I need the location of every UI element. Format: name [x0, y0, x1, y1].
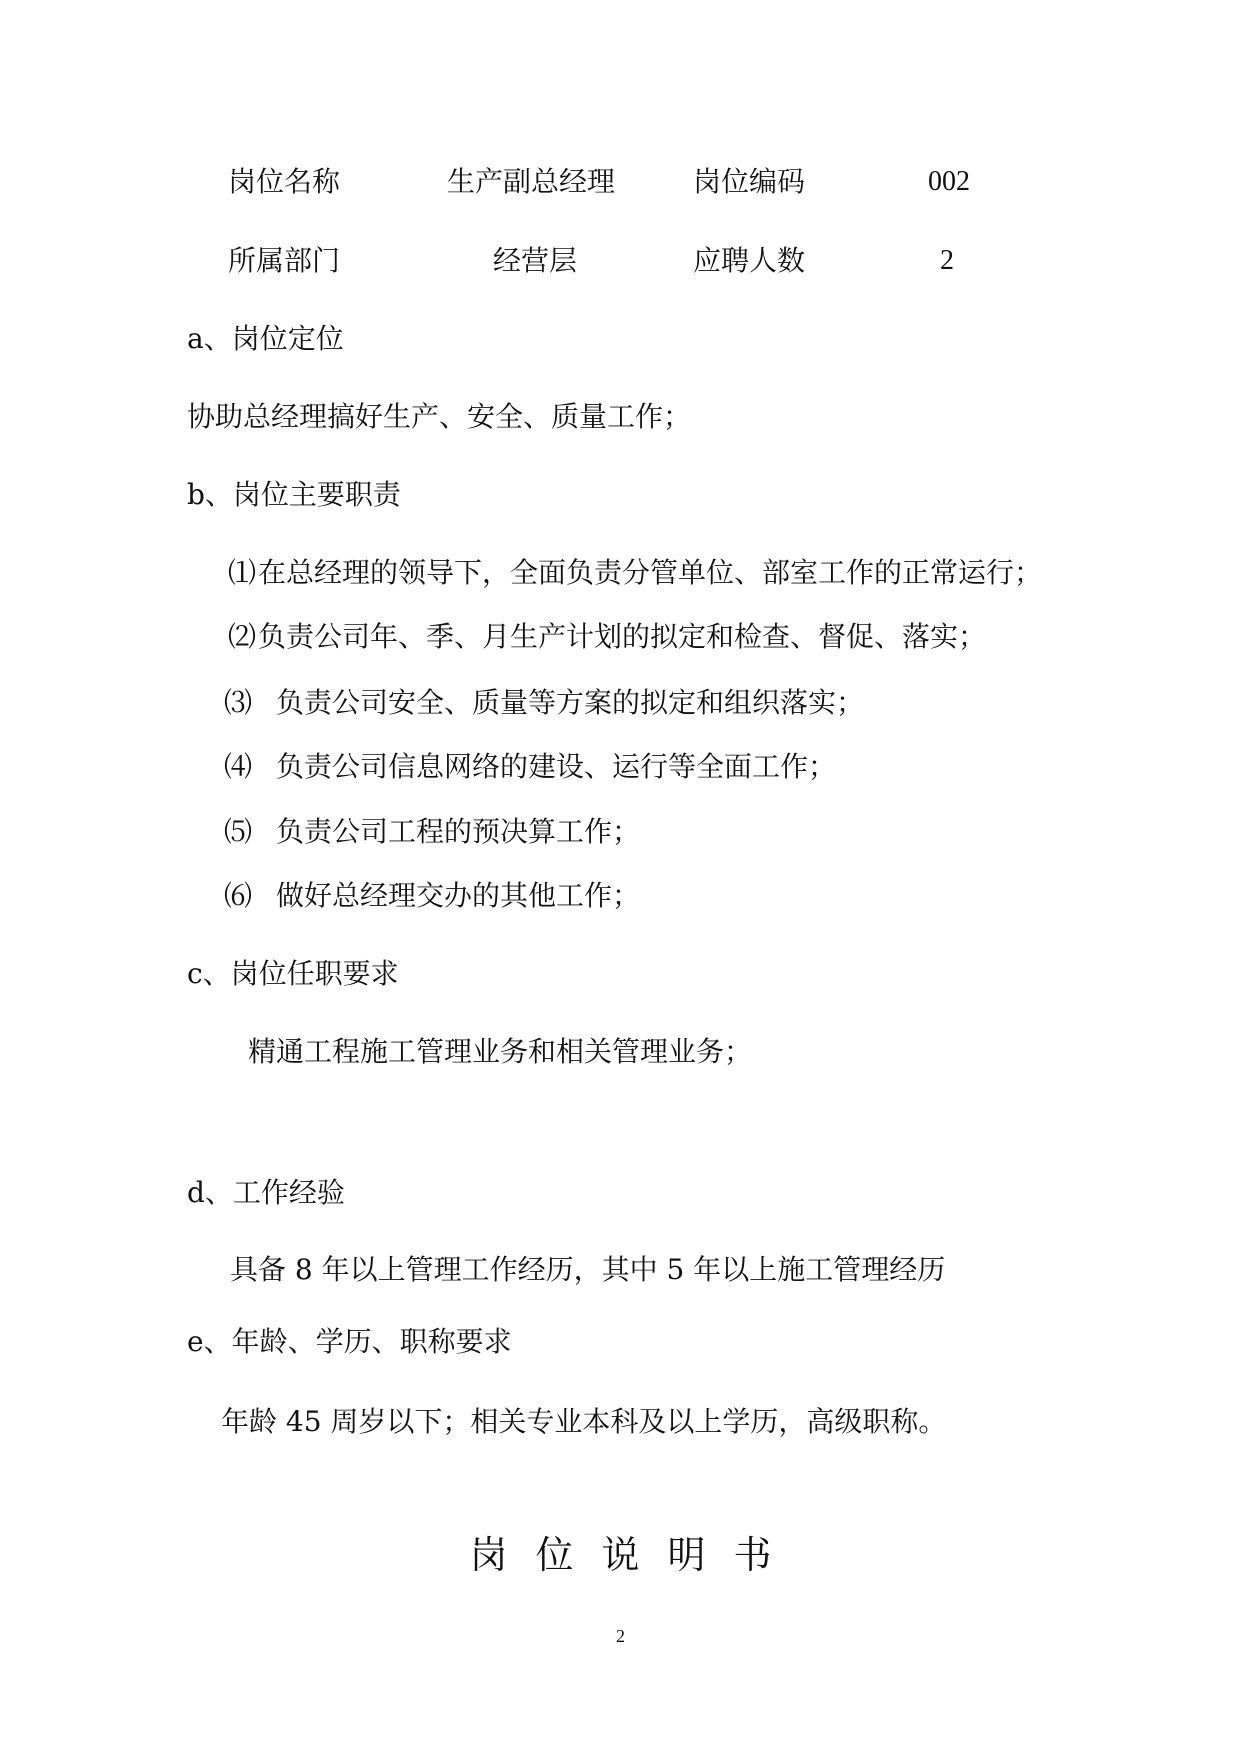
section-e-text: 年龄 45 周岁以下；相关专业本科及以上学历，高级职称。	[221, 1405, 947, 1438]
document-title: 岗位说明书	[469, 1533, 800, 1577]
position-code-value: 002	[928, 166, 970, 197]
page-number: 2	[616, 1626, 625, 1646]
department-value: 经营层	[493, 244, 578, 277]
department-label: 所属部门	[228, 244, 341, 277]
duty-number: ⑷	[224, 750, 253, 783]
section-e-heading: e、年龄、学历、职称要求	[187, 1325, 512, 1358]
section-d-text: 具备 8 年以上管理工作经历，其中 5 年以上施工管理经历	[230, 1253, 946, 1286]
section-c-heading: c、岗位任职要求	[187, 957, 399, 990]
headcount-label: 应聘人数	[693, 244, 806, 277]
duty-text: 在总经理的领导下，全面负责分管单位、部室工作的正常运行；	[258, 556, 1043, 589]
duty-number: ⑴	[228, 556, 257, 589]
section-d-heading: d、工作经验	[187, 1176, 345, 1209]
section-b-heading: b、岗位主要职责	[187, 478, 401, 511]
duty-number: ⑸	[224, 815, 253, 848]
duty-number: ⑶	[224, 686, 253, 719]
position-name-label: 岗位名称	[228, 165, 341, 198]
section-a-heading: a、岗位定位	[187, 322, 344, 355]
section-a-text: 协助总经理搞好生产、安全、质量工作；	[187, 400, 692, 433]
duty-text: 负责公司安全、质量等方案的拟定和组织落实；	[276, 686, 865, 719]
duty-text: 负责公司年、季、月生产计划的拟定和检查、督促、落实；	[258, 620, 987, 653]
duty-text: 做好总经理交办的其他工作；	[276, 879, 641, 912]
headcount-value: 2	[940, 245, 954, 276]
duty-text: 负责公司工程的预决算工作；	[276, 815, 641, 848]
duty-text: 负责公司信息网络的建设、运行等全面工作；	[276, 750, 837, 783]
position-code-label: 岗位编码	[693, 165, 806, 198]
position-name-value: 生产副总经理	[447, 165, 616, 198]
section-c-text: 精通工程施工管理业务和相关管理业务；	[248, 1035, 753, 1068]
duty-number: ⑹	[224, 879, 253, 912]
duty-number: ⑵	[228, 620, 257, 653]
